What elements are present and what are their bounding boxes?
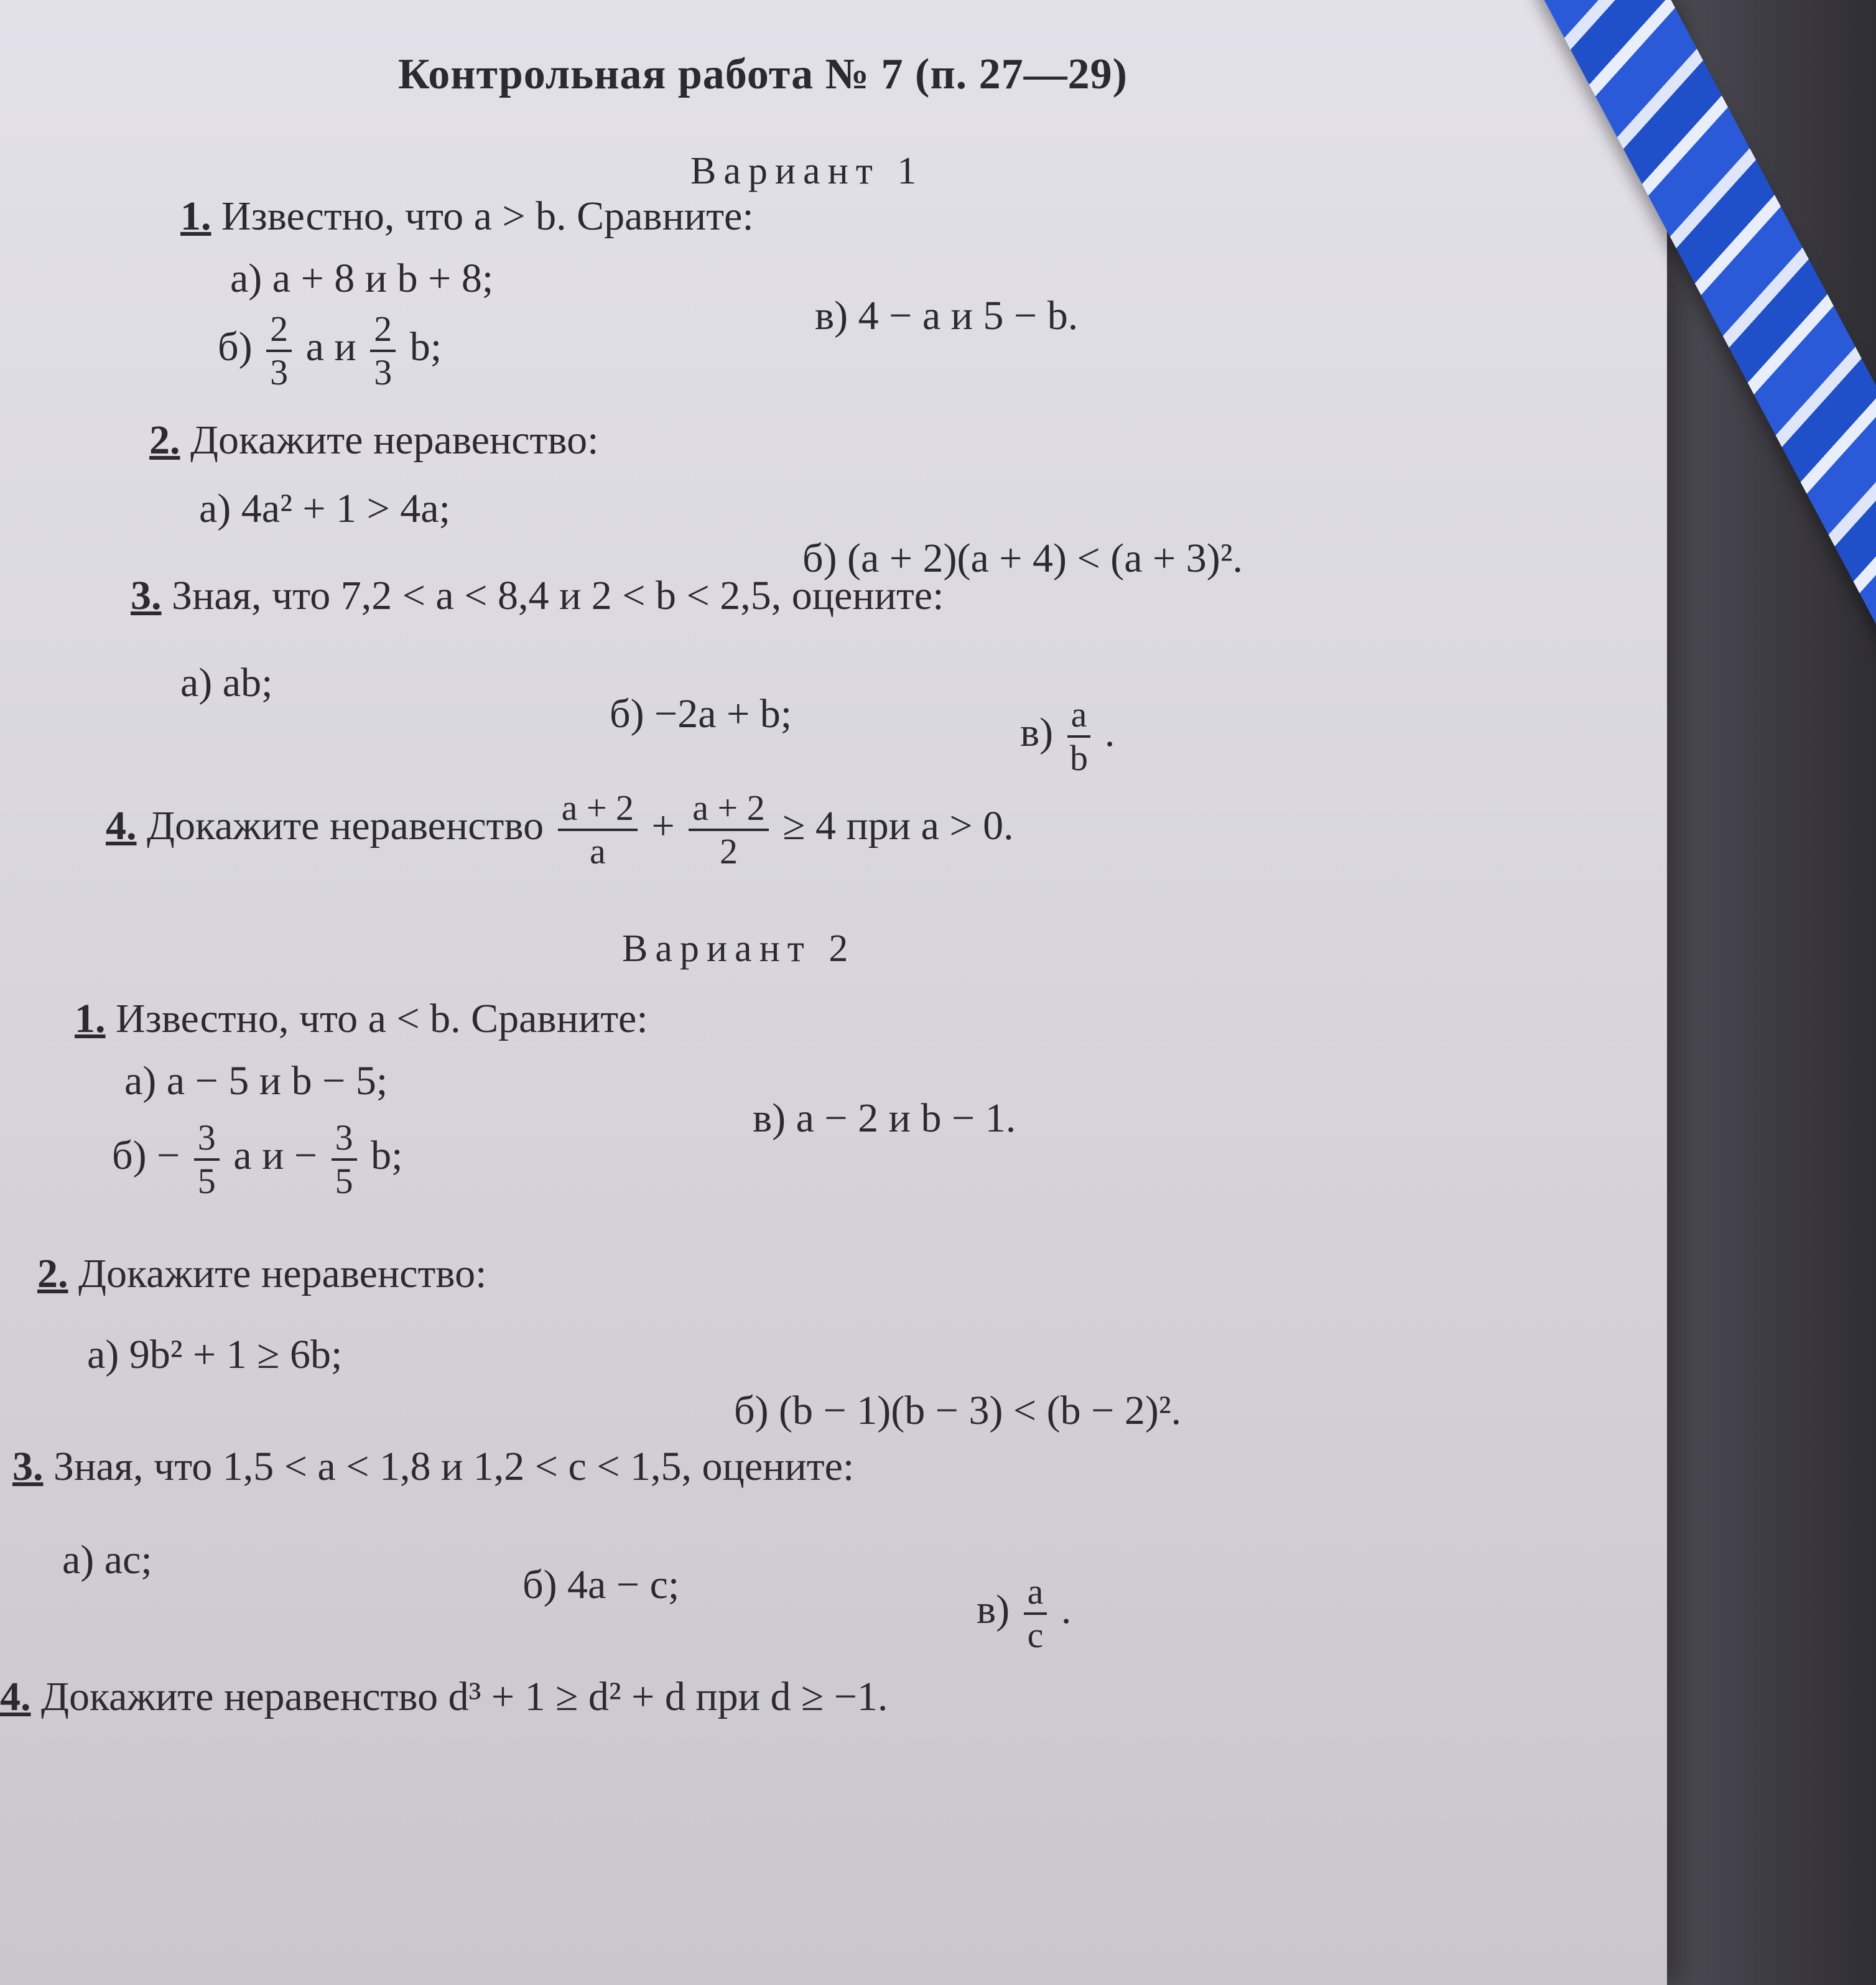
v1-task-1 (180, 193, 754, 240)
fraction-denominator: 5 (335, 1161, 353, 1201)
fraction-denominator: c (1027, 1615, 1044, 1655)
fraction-denominator: 3 (270, 352, 289, 393)
fraction-numerator: a + 2 (689, 790, 768, 831)
v2-task-1-text: Известно, что a < b. Сравните: (116, 996, 648, 1041)
v1-task-1b-end: b; (409, 324, 442, 370)
v1-task-4-text: Докажите неравенство (147, 803, 544, 849)
v2-task-1b-end: b; (371, 1133, 403, 1179)
fraction-denominator: 2 (720, 831, 738, 872)
v1-task-2-number: 2. (149, 417, 180, 463)
v2-task-1-number: 1. (75, 996, 106, 1041)
v2-task-1 (75, 995, 648, 1043)
v2-task-1b-fraction-1 (194, 1117, 220, 1201)
v1-task-4-plus: + (651, 803, 675, 849)
v2-task-3c-fraction (1024, 1571, 1047, 1655)
page-title: Контрольная работа № 7 (п. 27—29) (398, 50, 1128, 98)
v2-task-4-number: 4. (0, 1674, 31, 1719)
fraction-numerator: 2 (266, 311, 292, 352)
v2-task-2b: б) (b − 1)(b − 3) < (b − 2)². (734, 1388, 1182, 1433)
v2-task-3c-end: . (1061, 1587, 1072, 1633)
v2-task-4 (0, 1673, 888, 1721)
v2-task-1b-fraction-2 (332, 1117, 357, 1201)
v1-task-4 (106, 790, 1014, 870)
v1-task-4-fraction-2 (689, 790, 768, 870)
fraction-numerator: a (1067, 697, 1091, 738)
v1-task-2 (149, 417, 598, 464)
v1-task-3-number: 3. (131, 573, 162, 618)
v1-task-1b (218, 311, 442, 391)
v2-task-2-text: Докажите неравенство: (78, 1251, 487, 1296)
v1-task-4-end: ≥ 4 при a > 0. (782, 803, 1014, 849)
fraction-denominator: b (1070, 738, 1089, 778)
v1-task-1-text: Известно, что a > b. Сравните: (221, 193, 754, 239)
v2-task-1b-middle: a и − (233, 1133, 318, 1179)
v1-task-3-text: Зная, что 7,2 < a < 8,4 и 2 < b < 2,5, оцените: (172, 573, 944, 618)
v2-task-1b (112, 1117, 403, 1201)
v1-task-3c-end: . (1104, 710, 1115, 756)
v1-task-4-fraction-1 (558, 790, 638, 870)
v1-task-3b: б) −2a + b; (610, 691, 792, 737)
v2-task-1b-label: б) − (112, 1133, 180, 1179)
v2-task-2 (37, 1250, 486, 1298)
v1-task-2a: а) 4a² + 1 > 4a; (199, 486, 450, 531)
fraction-numerator: a (1024, 1574, 1047, 1615)
v2-task-3c (977, 1571, 1072, 1655)
v1-task-3c (1020, 694, 1115, 778)
v1-task-2b: б) (a + 2)(a + 4) < (a + 3)². (802, 536, 1243, 581)
v1-task-1a: а) a + 8 и b + 8; (230, 256, 494, 301)
v1-task-1-number: 1. (180, 193, 211, 239)
v2-task-1c: в) a − 2 и b − 1. (753, 1095, 1016, 1141)
fraction-denominator: 3 (374, 352, 392, 393)
v2-task-3 (12, 1443, 854, 1490)
fraction-numerator: 3 (332, 1120, 357, 1161)
fraction-numerator: 3 (194, 1120, 220, 1161)
v2-task-3c-label: в) (977, 1587, 1010, 1633)
v2-task-3b: б) 4a − c; (522, 1562, 680, 1607)
fraction-numerator: 2 (370, 311, 396, 352)
v1-task-1b-label: б) (218, 324, 253, 370)
v2-task-2a: а) 9b² + 1 ≥ 6b; (87, 1332, 343, 1377)
v2-task-4-text: Докажите неравенство d³ + 1 ≥ d² + d при d ≥ −1. (41, 1674, 888, 1719)
v2-task-3-number: 3. (12, 1444, 44, 1489)
v1-task-2-text: Докажите неравенство: (190, 417, 599, 463)
v1-task-4-number: 4. (106, 803, 137, 849)
v1-task-1c: в) 4 − a и 5 − b. (815, 293, 1079, 338)
v1-task-1b-fraction-1 (266, 311, 292, 391)
v1-task-3c-fraction (1067, 694, 1091, 778)
v1-task-3a: а) ab; (180, 660, 273, 705)
variant-1-heading: Вариант 1 (690, 150, 924, 192)
variant-2-heading: Вариант 2 (622, 927, 856, 970)
v1-task-3 (131, 572, 944, 620)
v2-task-1a: а) a − 5 и b − 5; (124, 1058, 388, 1104)
fraction-denominator: 5 (197, 1161, 216, 1201)
fraction-denominator: a (589, 831, 606, 872)
v1-task-1b-middle: a и (305, 324, 356, 370)
v2-task-3a: а) ac; (62, 1537, 152, 1583)
fraction-numerator: a + 2 (558, 790, 638, 831)
v1-task-1b-fraction-2 (370, 311, 396, 391)
v2-task-3-text: Зная, что 1,5 < a < 1,8 и 1,2 < c < 1,5, оцените: (53, 1444, 855, 1489)
v1-task-3c-label: в) (1020, 710, 1054, 756)
v2-task-2-number: 2. (37, 1251, 68, 1296)
